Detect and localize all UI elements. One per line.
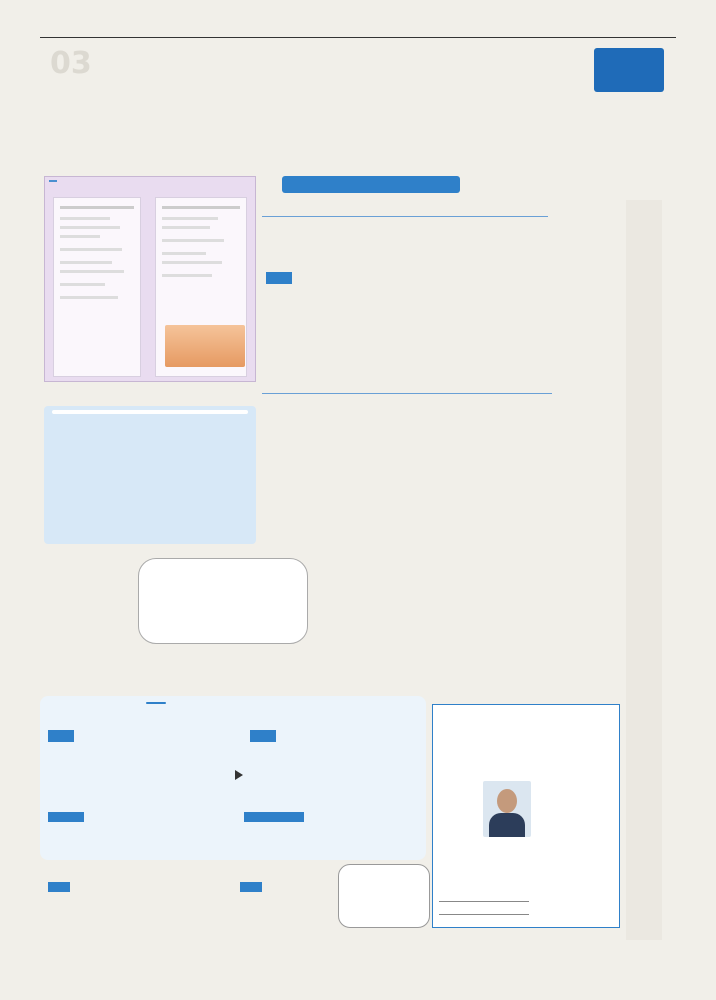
quote-bubble (138, 558, 308, 644)
mustwant-title (49, 180, 57, 182)
mistake-title (52, 410, 248, 414)
phone-screenshot-1 (53, 197, 141, 377)
trouble-ideal-label (240, 882, 262, 892)
section-number (594, 48, 664, 92)
sunset-photo (165, 325, 245, 367)
lead-question (478, 48, 544, 158)
arrow-icon (235, 770, 243, 780)
before-after-box (262, 176, 552, 548)
premane-pies (60, 730, 430, 820)
issues-tag (266, 272, 292, 284)
main-duty-label (48, 812, 84, 822)
faded-number: 03 (50, 46, 92, 81)
before-after-title (282, 176, 460, 193)
person-photo (483, 781, 531, 837)
page-header (40, 20, 676, 38)
mistake-box (44, 406, 256, 544)
article-body-bottom (312, 556, 632, 680)
bubble (338, 864, 430, 928)
mustwant-figure (44, 176, 256, 382)
continue-note (50, 556, 90, 676)
right-margin (626, 200, 662, 940)
trouble-current-label (48, 882, 70, 892)
premane-title (146, 702, 166, 704)
company-box (432, 704, 620, 928)
focus-label (244, 812, 304, 822)
article-body-top (96, 46, 448, 174)
team-table (439, 901, 615, 925)
